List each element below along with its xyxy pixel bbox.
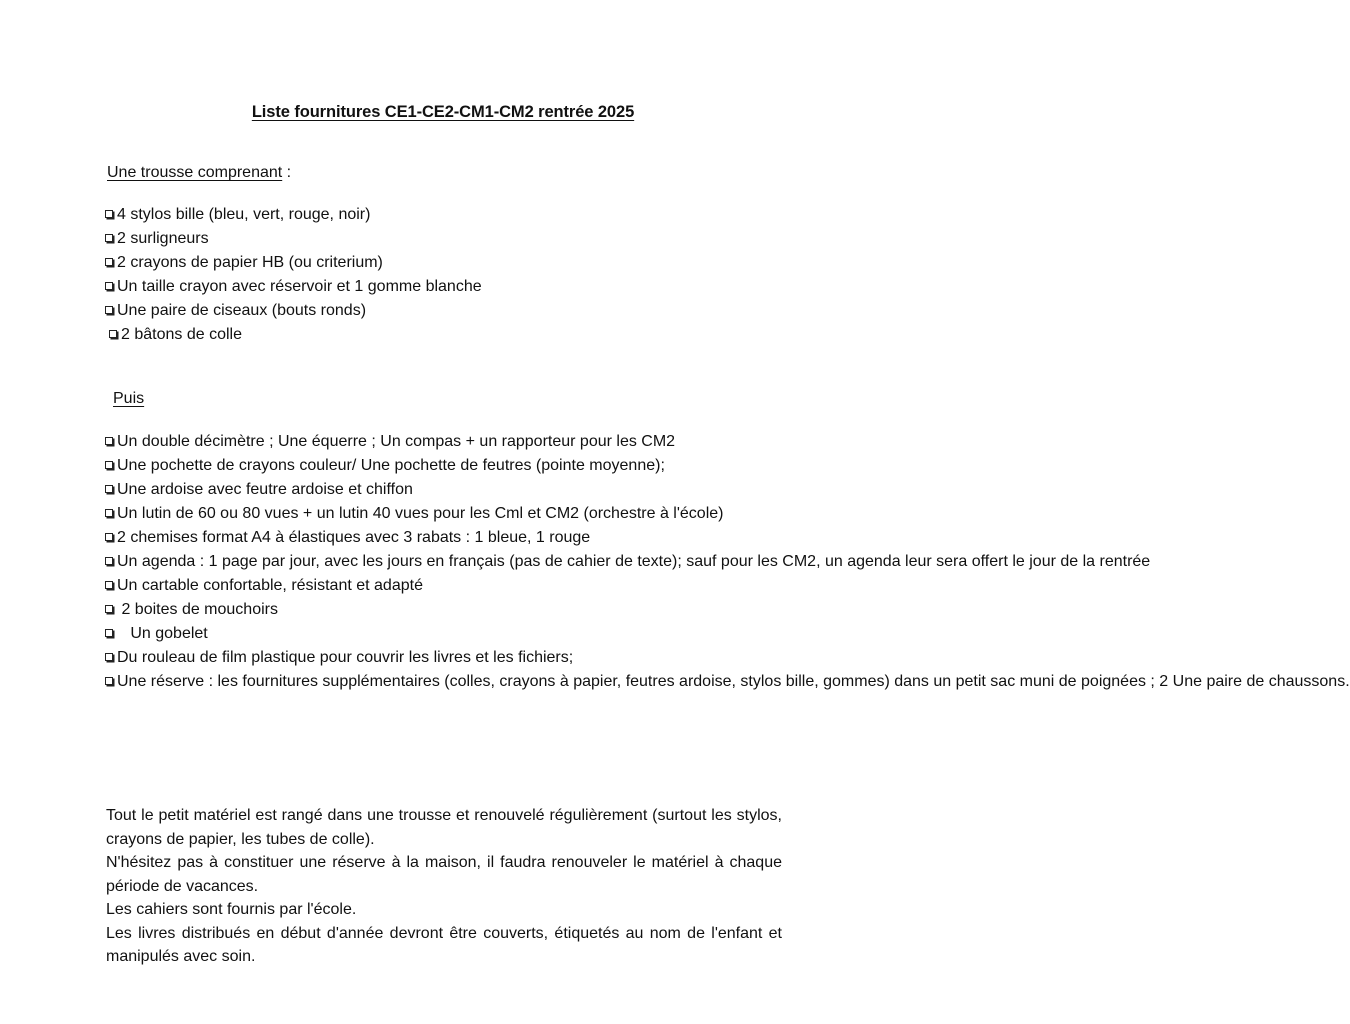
checkbox-icon	[105, 234, 113, 242]
list-item	[104, 502, 780, 526]
checkbox-icon	[105, 210, 113, 218]
list-item-text: Un agenda : 1 page par jour, avec les jours en français (pas de cahier de texte); sauf pour les CM2, un agenda leur sera offert le jour de la rentrée	[117, 553, 1151, 570]
list-item-text: Un lutin de 60 ou 80 vues + un lutin 40 vues pour les Cml et CM2 (orchestre à l'école)	[117, 505, 724, 522]
section-puis-heading	[113, 390, 144, 408]
checkbox-icon	[109, 330, 117, 338]
notes-block	[106, 804, 782, 969]
list-item	[104, 203, 482, 227]
list-item-text: Du rouleau de film plastique pour couvrir les livres et les fichiers;	[117, 649, 574, 666]
list-item	[104, 251, 482, 275]
list-item	[104, 526, 780, 550]
list-item-text: Une paire de ciseaux (bouts ronds)	[117, 302, 367, 319]
note-paragraph: Les cahiers sont fournis par l'école.	[106, 901, 357, 918]
list-item	[104, 275, 482, 299]
list-item	[104, 430, 780, 454]
checkbox-icon	[105, 677, 113, 685]
checkbox-icon	[105, 437, 113, 445]
list-item	[104, 646, 780, 670]
list-item	[104, 227, 482, 251]
list-item-text: Une pochette de crayons couleur/ Une pochette de feutres (pointe moyenne);	[117, 457, 665, 474]
checkbox-icon	[105, 533, 113, 541]
checkbox-icon	[105, 258, 113, 266]
puis-list	[104, 430, 1350, 694]
checkbox-icon	[105, 306, 113, 314]
document-title	[0, 103, 886, 122]
list-item	[104, 670, 1350, 694]
section-trousse-heading-text: Une trousse comprenant	[107, 164, 283, 181]
list-item-text: 4 stylos bille (bleu, vert, rouge, noir)	[117, 206, 371, 223]
list-item	[104, 323, 482, 347]
list-item-text: Un taille crayon avec réservoir et 1 gomme blanche	[117, 278, 482, 295]
list-item-text: 2 crayons de papier HB (ou criterium)	[117, 254, 383, 271]
list-item	[104, 454, 696, 478]
list-item-text: Une réserve : les fournitures supplémentaires (colles, crayons à papier, feutres ardoise, stylos bille, gommes) dans un petit sac muni de poignées ; 2 Une paire de chaussons.	[117, 673, 1350, 690]
list-item-text: 2 chemises format A4 à élastiques avec 3 rabats : 1 bleue, 1 rouge	[117, 529, 591, 546]
checkbox-icon	[105, 282, 113, 290]
list-item-text: Un double décimètre ; Une équerre ; Un compas + un rapporteur pour les CM2	[117, 433, 676, 450]
checkbox-icon	[105, 653, 113, 661]
list-item	[104, 478, 780, 502]
checkbox-icon	[105, 629, 113, 637]
checkbox-icon	[105, 581, 113, 589]
section-puis-heading-text: Puis	[113, 390, 145, 407]
note-paragraph: Les livres distribués en début d'année devront être couverts, étiquetés au nom de l'enfant et manipulés avec soin.	[106, 924, 782, 965]
note-paragraph: N'hésitez pas à constituer une réserve à la maison, il faudra renouveler le matériel à chaque période de vacances.	[106, 854, 782, 895]
section-trousse-heading-colon: :	[282, 164, 292, 181]
list-item-text: Une ardoise avec feutre ardoise et chiffon	[117, 481, 413, 498]
list-item	[104, 598, 780, 622]
list-item	[104, 550, 1151, 574]
list-item-text: 2 boites de mouchoirs	[121, 601, 278, 618]
checkbox-icon	[105, 557, 113, 565]
checkbox-icon	[105, 605, 113, 613]
list-item-text: 2 surligneurs	[117, 230, 209, 247]
list-item-text: 2 bâtons de colle	[121, 326, 242, 343]
note-paragraph: Tout le petit matériel est rangé dans une trousse et renouvelé régulièrement (surtout les stylos, crayons de papier, les tubes de colle).	[106, 807, 782, 848]
document-title-text: Liste fournitures CE1-CE2-CM1-CM2 rentrée 2025	[251, 103, 635, 121]
list-item-text: Un gobelet	[130, 625, 208, 642]
checkbox-icon	[105, 509, 113, 517]
checkbox-icon	[105, 461, 113, 469]
list-item	[104, 299, 482, 323]
list-item	[104, 574, 780, 598]
section-trousse-heading	[107, 164, 291, 182]
list-item	[104, 622, 780, 646]
checkbox-icon	[105, 485, 113, 493]
list-item-text: Un cartable confortable, résistant et adapté	[117, 577, 423, 594]
trousse-list	[104, 203, 482, 347]
